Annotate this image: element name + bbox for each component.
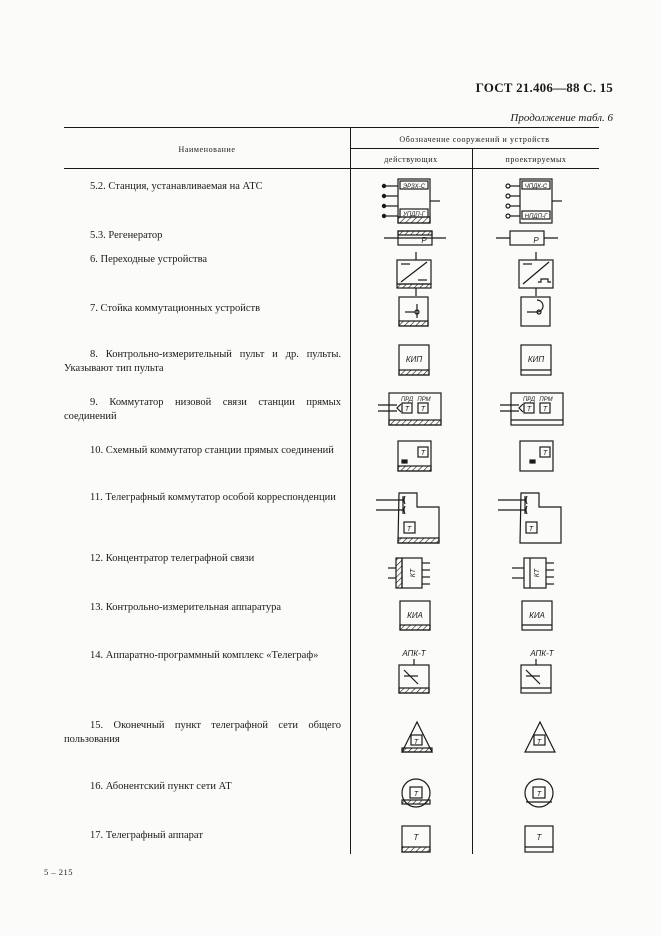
svg-text:Т: Т	[413, 791, 419, 798]
station-label-bottom-existing: УПДП-Г	[402, 212, 426, 218]
page-code: 5 – 215	[44, 867, 73, 877]
svg-text:Р: Р	[421, 236, 427, 245]
symbol-telegraph-existing	[402, 826, 430, 852]
svg-text:КТ: КТ	[534, 568, 541, 578]
symbol-regenerator-existing	[384, 231, 446, 245]
symbol-special-switch-designed	[498, 493, 561, 543]
header-designed: проектируемых	[505, 155, 567, 164]
svg-text:Т: Т	[413, 739, 419, 746]
svg-text:ПРД: ПРД	[522, 397, 536, 403]
station-label-bottom-designed: НПДП-Г	[524, 214, 548, 220]
row-label-13: 13. Контрольно-измерительная аппаратура	[90, 602, 282, 613]
header-name: Наименование	[178, 145, 236, 154]
svg-text:Т: Т	[406, 526, 412, 533]
station-label-top-existing: ЭРЗХ-С	[402, 184, 426, 190]
svg-text:Р: Р	[533, 236, 539, 245]
svg-text:Т: Т	[528, 526, 534, 533]
row-label-11: 11. Телеграфный коммутатор особой корреспонденции	[90, 492, 336, 503]
svg-text:КИП: КИП	[527, 355, 545, 364]
svg-text:Т: Т	[404, 406, 410, 413]
symbol-rack-existing	[399, 297, 428, 326]
symbol-transition-existing	[397, 252, 431, 296]
row-label-12: 12. Концентратор телеграфной связи	[90, 553, 255, 564]
svg-text:КИП: КИП	[405, 355, 423, 364]
svg-text:АПК-Т: АПК-Т	[530, 649, 554, 658]
symbol-apk-existing	[399, 649, 429, 693]
svg-text:Т: Т	[542, 450, 548, 457]
svg-text:АПК-Т: АПК-Т	[402, 649, 426, 658]
svg-text:Т: Т	[420, 406, 426, 413]
symbol-regenerator-designed	[496, 231, 558, 245]
symbol-kia-existing	[400, 601, 430, 630]
symbol-kia-designed	[522, 601, 552, 630]
symbol-switchboard-existing	[378, 393, 441, 425]
svg-text:КТ: КТ	[410, 568, 417, 578]
symbol-concentrator-designed	[512, 558, 554, 588]
svg-text:ПРМ: ПРМ	[539, 397, 553, 403]
symbol-terminal-point-existing	[402, 722, 432, 752]
symbol-telegraph-designed	[525, 826, 553, 852]
svg-text:Т: Т	[536, 791, 542, 798]
symbol-transition-designed	[519, 252, 553, 296]
row-label-8: 8. Контрольно-измерительный пульт и др. пульты. Указывают тип пульта	[64, 349, 341, 374]
header-designation: Обозначение сооружений и устройств	[399, 135, 550, 144]
header-existing: действующих	[384, 155, 438, 164]
row-label-16: 16. Абонентский пункт сети АТ	[90, 781, 232, 792]
symbol-subscriber-point-existing	[402, 779, 430, 807]
symbol-station-existing	[382, 179, 440, 223]
row-label-15: 15. Оконечный пункт телеграфной сети общего пользования	[64, 720, 341, 745]
svg-text:Т: Т	[413, 833, 419, 842]
svg-text:КИА: КИА	[407, 611, 423, 620]
svg-text:Т: Т	[536, 739, 542, 746]
symbol-switchboard-designed	[500, 393, 563, 425]
row-label-5-3: 5.3. Регенератор	[90, 230, 163, 241]
row-label-14: 14. Аппаратно-программный комплекс «Телеграф»	[90, 650, 319, 661]
svg-text:Т: Т	[542, 406, 548, 413]
symbol-scheme-switch-designed	[520, 441, 553, 471]
table-continuation-note: Продолжение табл. 6	[510, 112, 613, 124]
symbol-apk-designed	[521, 649, 555, 693]
symbol-scheme-switch-existing	[398, 441, 431, 471]
document-title: ГОСТ 21.406—88 С. 15	[475, 80, 613, 95]
svg-text:Т: Т	[526, 406, 532, 413]
svg-text:ПРМ: ПРМ	[417, 397, 431, 403]
symbol-concentrator-existing	[388, 558, 430, 588]
svg-text:ПРД: ПРД	[400, 397, 414, 403]
symbol-kip-existing	[399, 345, 429, 375]
symbol-terminal-point-designed	[525, 722, 555, 752]
svg-text:Т: Т	[536, 833, 542, 842]
svg-text:КИА: КИА	[529, 611, 545, 620]
row-label-17: 17. Телеграфный аппарат	[90, 830, 203, 841]
row-label-10: 10. Схемный коммутатор станции прямых соединений	[90, 445, 334, 456]
station-label-top-designed: ЧПДК-С	[524, 184, 548, 190]
row-label-7: 7. Стойка коммутационных устройств	[90, 303, 261, 314]
svg-text:Т: Т	[420, 450, 426, 457]
row-label-5-2: 5.2. Станция, устанавливаемая на АТС	[90, 181, 263, 192]
symbol-special-switch-existing	[376, 493, 439, 543]
row-label-6: 6. Переходные устройства	[90, 254, 208, 265]
symbol-rack-designed	[521, 297, 550, 326]
symbol-kip-designed	[521, 345, 551, 375]
row-label-9: 9. Коммутатор низовой связи станции прямых соединений	[64, 397, 341, 422]
symbol-station-designed	[506, 179, 562, 223]
symbol-subscriber-point-designed	[525, 779, 553, 807]
